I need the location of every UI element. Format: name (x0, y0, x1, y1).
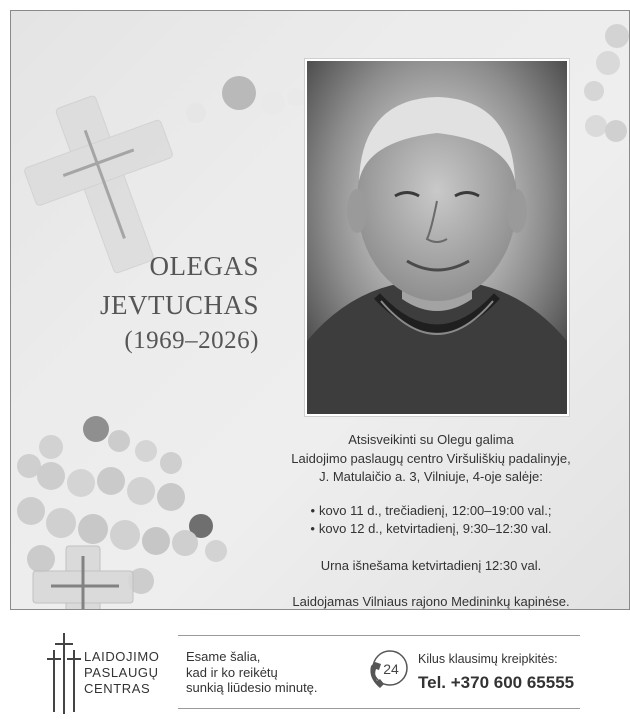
visitation-date: • kovo 12 d., ketvirtadienį, 9:30–12:30 val. (271, 520, 591, 539)
brand-line: LAIDOJIMO (84, 649, 160, 664)
deceased-years: (1969–2026) (124, 327, 259, 354)
phone-number[interactable]: Tel. +370 600 65555 (418, 673, 575, 692)
phone-24-icon (366, 648, 410, 692)
deceased-last-name: JEVTUCHAS (99, 290, 259, 320)
visitation-date: • kovo 11 d., trečiadienį, 12:00–19:00 val.; (271, 502, 591, 521)
brand-line: CENTRAS (84, 681, 151, 696)
slogan (186, 649, 318, 696)
footer-divider (178, 635, 580, 636)
farewell-intro-line: Atsisveikinti su Olegu galima (348, 432, 514, 447)
slogan-line: kad ir ko reikėtų (186, 664, 278, 680)
hours-badge: 24 (383, 661, 399, 677)
footer-divider (178, 708, 580, 709)
brand-line: PASLAUGŲ (84, 665, 159, 680)
farewell-intro-line: J. Matulaičio a. 3, Vilniuje, 4-oje salėje: (319, 469, 543, 484)
crosses-logo-icon (44, 628, 84, 718)
contact-label: Kilus klausimų kreipkitės: (418, 652, 558, 666)
farewell-info (271, 431, 591, 610)
portrait-photo (305, 59, 569, 416)
brand-name (84, 649, 159, 697)
burial-notice: Laidojamas Vilniaus rajono Medininkų kapinėse. (292, 594, 570, 609)
slogan-line: sunkią liūdesio minutę. (186, 680, 318, 695)
obituary-card (10, 10, 630, 610)
deceased-first-name: OLEGAS (149, 251, 259, 281)
urn-notice: Urna išnešama ketvirtadienį 12:30 val. (320, 557, 542, 573)
slogan-line: Esame šalia, (186, 649, 261, 664)
farewell-intro-line: Laidojimo paslaugų centro Viršuliškių padalinyje, (291, 450, 571, 466)
